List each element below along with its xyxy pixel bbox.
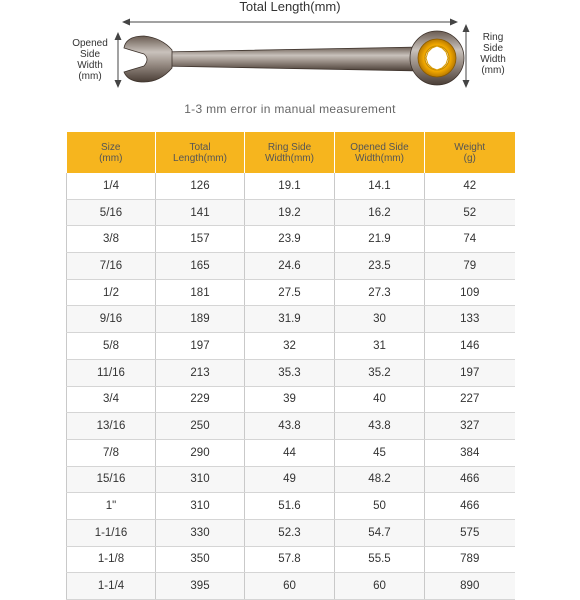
cell-weight: 42 [425, 173, 515, 199]
table-row [67, 413, 515, 440]
cell-opened-side-width: 50 [335, 493, 425, 520]
cell-ring-side-width: 39 [245, 386, 335, 413]
cell-total-length: 126 [156, 173, 245, 199]
cell-size: 1/4 [67, 173, 156, 199]
cell-opened-side-width: 14.1 [335, 173, 425, 199]
cell-total-length: 310 [156, 493, 245, 520]
cell-total-length: 350 [156, 546, 245, 573]
cell-total-length: 330 [156, 519, 245, 546]
cell-ring-side-width: 51.6 [245, 493, 335, 520]
cell-opened-side-width: 30 [335, 306, 425, 333]
total-length-arrow [122, 19, 458, 26]
cell-ring-side-width: 35.3 [245, 359, 335, 386]
cell-ring-side-width: 57.8 [245, 546, 335, 573]
cell-weight: 789 [425, 546, 515, 573]
cell-total-length: 157 [156, 226, 245, 253]
cell-weight: 109 [425, 279, 515, 306]
cell-weight: 466 [425, 493, 515, 520]
cell-weight: 52 [425, 199, 515, 226]
cell-total-length: 213 [156, 359, 245, 386]
cell-size: 11/16 [67, 359, 156, 386]
total-length-label: Total Length(mm) [239, 0, 341, 14]
cell-ring-side-width: 23.9 [245, 226, 335, 253]
cell-opened-side-width: 54.7 [335, 519, 425, 546]
cell-weight: 227 [425, 386, 515, 413]
table-row [67, 199, 515, 226]
header-total-length: Total Length(mm) [156, 132, 245, 173]
table-row [67, 306, 515, 333]
cell-ring-side-width: 19.2 [245, 199, 335, 226]
cell-opened-side-width: 45 [335, 439, 425, 466]
cell-opened-side-width: 55.5 [335, 546, 425, 573]
cell-weight: 133 [425, 306, 515, 333]
cell-weight: 890 [425, 573, 515, 600]
header-size: Size (mm) [67, 132, 156, 173]
cell-weight: 79 [425, 253, 515, 280]
table-row [67, 573, 515, 600]
opened-side-width-label: Opened Side Width (mm) [72, 38, 108, 82]
cell-size: 1-1/4 [67, 573, 156, 600]
measurement-note: 1-3 mm error in manual measurement [184, 102, 396, 116]
cell-ring-side-width: 24.6 [245, 253, 335, 280]
table-header-row [67, 132, 515, 173]
cell-opened-side-width: 23.5 [335, 253, 425, 280]
cell-total-length: 141 [156, 199, 245, 226]
cell-weight: 466 [425, 466, 515, 493]
table-row [67, 439, 515, 466]
cell-size: 3/8 [67, 226, 156, 253]
table-body [67, 173, 515, 600]
cell-opened-side-width: 43.8 [335, 413, 425, 440]
cell-size: 13/16 [67, 413, 156, 440]
size-spec-table [66, 132, 515, 600]
header-weight: Weight (g) [425, 132, 515, 173]
cell-total-length: 395 [156, 573, 245, 600]
cell-ring-side-width: 32 [245, 333, 335, 360]
table-row [67, 359, 515, 386]
header-ring-side-width: Ring Side Width(mm) [245, 132, 335, 173]
cell-weight: 327 [425, 413, 515, 440]
cell-total-length: 310 [156, 466, 245, 493]
table-row [67, 279, 515, 306]
cell-weight: 575 [425, 519, 515, 546]
wrench-icon [124, 31, 464, 85]
cell-size: 1" [67, 493, 156, 520]
cell-total-length: 197 [156, 333, 245, 360]
cell-size: 7/16 [67, 253, 156, 280]
cell-opened-side-width: 40 [335, 386, 425, 413]
cell-size: 3/4 [67, 386, 156, 413]
cell-total-length: 181 [156, 279, 245, 306]
table-row [67, 546, 515, 573]
cell-ring-side-width: 19.1 [245, 173, 335, 199]
cell-size: 9/16 [67, 306, 156, 333]
cell-opened-side-width: 31 [335, 333, 425, 360]
cell-weight: 146 [425, 333, 515, 360]
table-row [67, 333, 515, 360]
cell-total-length: 290 [156, 439, 245, 466]
cell-opened-side-width: 48.2 [335, 466, 425, 493]
cell-total-length: 165 [156, 253, 245, 280]
cell-size: 1-1/8 [67, 546, 156, 573]
cell-ring-side-width: 31.9 [245, 306, 335, 333]
cell-ring-side-width: 60 [245, 573, 335, 600]
table-row [67, 253, 515, 280]
cell-size: 5/16 [67, 199, 156, 226]
cell-weight: 74 [425, 226, 515, 253]
cell-ring-side-width: 52.3 [245, 519, 335, 546]
cell-opened-side-width: 21.9 [335, 226, 425, 253]
table-row [67, 466, 515, 493]
wrench-diagram [0, 0, 580, 132]
cell-opened-side-width: 27.3 [335, 279, 425, 306]
cell-weight: 384 [425, 439, 515, 466]
cell-total-length: 229 [156, 386, 245, 413]
ring-side-width-label: Ring Side Width (mm) [480, 32, 506, 76]
cell-ring-side-width: 27.5 [245, 279, 335, 306]
cell-opened-side-width: 60 [335, 573, 425, 600]
cell-ring-side-width: 49 [245, 466, 335, 493]
table-row [67, 493, 515, 520]
cell-size: 1/2 [67, 279, 156, 306]
cell-size: 7/8 [67, 439, 156, 466]
table-row [67, 173, 515, 199]
table-row [67, 226, 515, 253]
header-opened-side-width: Opened Side Width(mm) [335, 132, 425, 173]
cell-size: 1-1/16 [67, 519, 156, 546]
table-row [67, 386, 515, 413]
cell-ring-side-width: 43.8 [245, 413, 335, 440]
table-row [67, 519, 515, 546]
cell-size: 5/8 [67, 333, 156, 360]
cell-opened-side-width: 35.2 [335, 359, 425, 386]
cell-ring-side-width: 44 [245, 439, 335, 466]
cell-size: 15/16 [67, 466, 156, 493]
cell-total-length: 250 [156, 413, 245, 440]
cell-total-length: 189 [156, 306, 245, 333]
cell-weight: 197 [425, 359, 515, 386]
cell-opened-side-width: 16.2 [335, 199, 425, 226]
